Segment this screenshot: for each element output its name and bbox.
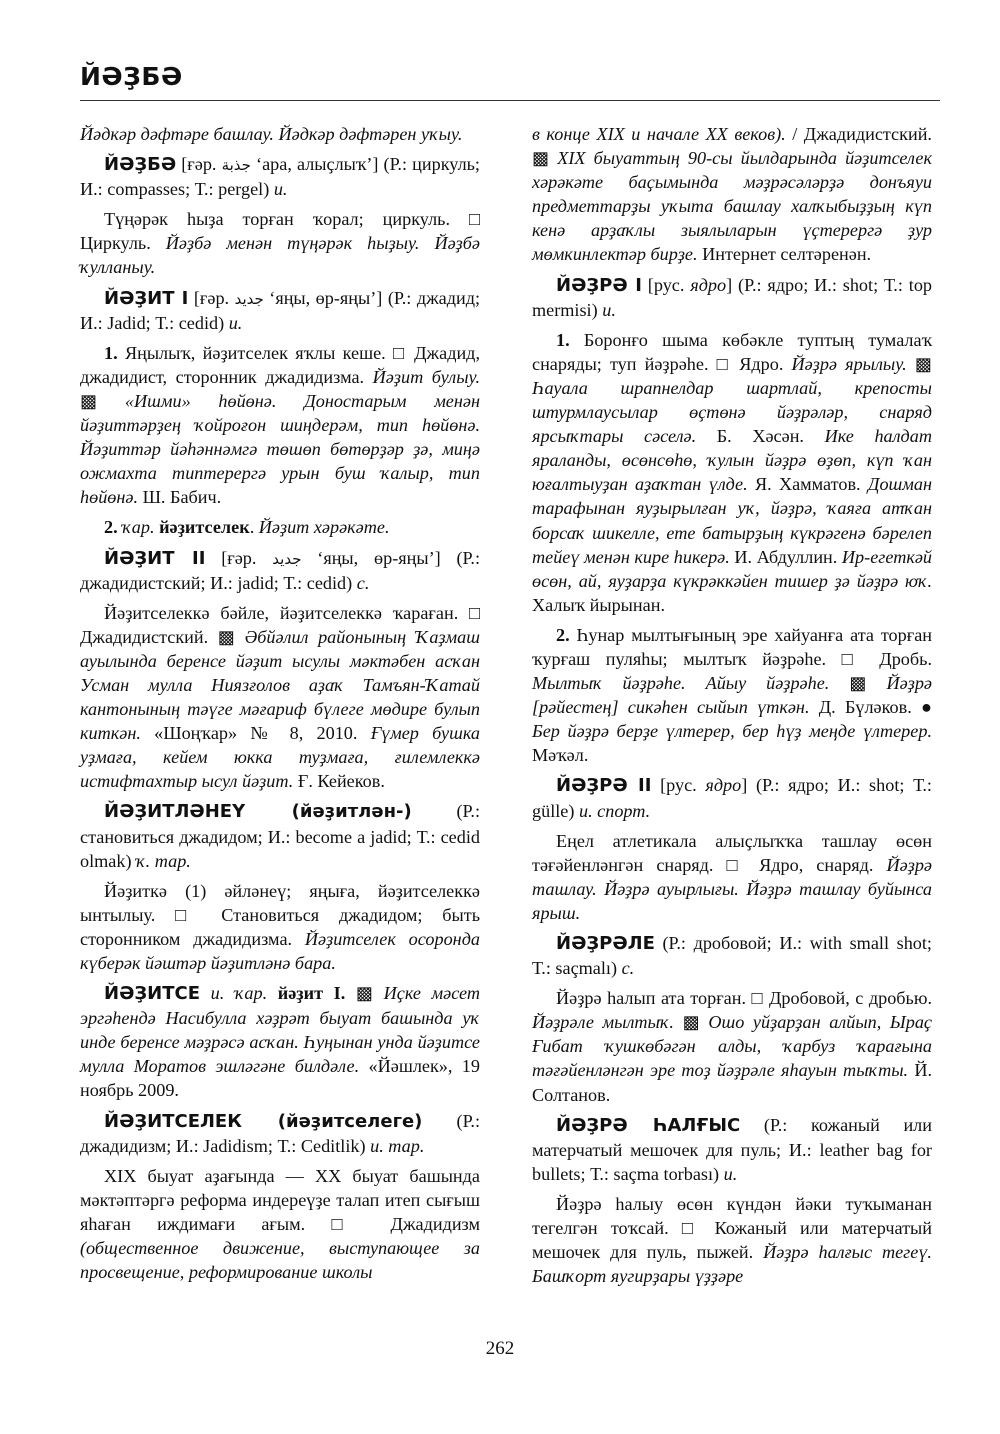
dictionary-entry: ЙӘҘБӘ [ғәр. جذبة ‘ара, алыҫлыҡ’] (Р.: циркуль; И.: compasses; Т.: pergel) и.: [80, 154, 480, 200]
dictionary-entry: ЙӘҘИТСЕ и. ҡар. йәҙит I. ▩ Иҫке мәсет эргәһендә Насибулла хәҙрәт быуат башында уҡ инде беренсе мәҙрәсә асҡан. Һуңынан унда йәҙитсе мулла Моратов эшләгәне билдәле. «Йәшлек», 19 ноябрь 2009.: [80, 983, 481, 1101]
dictionary-entry: ЙӘҘИТ II [ғәр. جديد ‘яңы, өр-яңы’] (Р.: джадидистский; И.: jadid; Т.: cedid) с.: [80, 547, 480, 593]
page-header: [80, 60, 940, 101]
dictionary-entry: ЙӘҘИТСЕЛЕК (йәҙитселеге) (Р.: джадидизм; И.: Jadidism; Т.: Ceditlik) и. тар.: [80, 1110, 481, 1156]
headword: ЙӘҘИТСЕЛЕК (йәҙитселеге): [104, 1110, 423, 1132]
dictionary-entry: ЙӘҘРӘ II [рус. ядро] (Р.: ядро; И.: shot; Т.: gülle) и. спорт.: [532, 775, 932, 821]
left-column: [80, 122, 480, 1290]
arabic-etymon: جديد: [272, 549, 302, 568]
headword: ЙӘҘИТСЕ: [104, 983, 200, 1005]
page-number: 262: [485, 1338, 515, 1359]
headword: ЙӘҘБӘ: [104, 154, 177, 176]
arabic-etymon: جديد: [234, 289, 264, 308]
definition: Йәҙиткә (1) әйләнеү; яңыға, йәҙитселеккә ынтылыу. □ Становиться джадидом; быть сторонником джадидизма. Йәҙитселек осоронда күберәк йәштәр йәҙитләнә бара.: [80, 880, 480, 973]
entry-continuation: Йәдкәр дәфтәре башлау. Йәдкәр дәфтәрен уҡыу.: [80, 124, 463, 144]
headword: ЙӘҘИТ I: [104, 287, 189, 309]
headword: ЙӘҘРӘ I: [556, 274, 642, 296]
dictionary-entry: ЙӘҘРӘ I [рус. ядро] (Р.: ядро; И.: shot; Т.: top mermisi) и.: [532, 274, 933, 320]
entry-continuation: в конце XIX и начале XX веков). / Джадидистский. ▩ XIX быуаттың 90-сы йылдарында йәҙитселек хәрәкәте баҫымында мәҙрәсәләрҙә донъяуи предметтарҙы уҡыта башлау халҡыбыҙҙың күп кенә арҙаҡлы зыялыларын үҫтерергә ҙур мөмкинлектәр бирҙе. Интернет селтәренән.: [532, 124, 932, 265]
dictionary-entry: ЙӘҘРӘЛЕ (Р.: дробовой; И.: with small shot; Т.: saçmalı) с.: [532, 933, 932, 979]
dictionary-entry: ЙӘҘИТ I [ғәр. جديد ‘яңы, өр-яңы’] (Р.: джадид; И.: Jadid; Т.: cedid) и.: [80, 287, 481, 333]
running-head: ЙӘҘБӘ: [80, 62, 183, 91]
headword: ЙӘҘИТЛӘНЕҮ (йәҙитлән-): [104, 801, 412, 823]
headword: ЙӘҘРӘЛЕ: [556, 933, 655, 954]
definition: 1. Яңылыҡ, йәҙитселек яҡлы кеше. □ Джадид, джадидист, сторонник джадидизма. Йәҙит булыу. ▩ «Ишми» һөйөнә. Доностарым менән йәҙиттәрҙең ҡойроғон шиңдерәм, тип һөйөнә. Йәҙиттәр йәһәннәмгә төшөп бөтөрҙәр ҙә, миңә ожмахта типтерергә урын буш ҡалыр, тип һөйөнә. Ш. Бабич.: [80, 342, 481, 508]
right-column: [532, 122, 932, 1294]
headword: ЙӘҘИТ II: [104, 547, 206, 569]
definition: Йәҙитселеккә бәйле, йәҙитселеккә ҡараған. □ Джадидистский. ▩ Әбйәлил районының Ҡаҙмаш ауылында беренсе йәҙит ысулы мәктәбен асҡан Усман мулла Ниязғолов аҙаҡ Тамъян-Ҡатай кантонының тәүге мәғариф бүлеге мөдире булып киткән. «Шоңҡар» № 8, 2010. Ғүмер бушка уҙмаға, кейем юкка туҙмаға, ғилемлеккә истифтахтыр ысул йәҙит. Ғ. Кейеков.: [80, 602, 481, 792]
definition: Йәҙрә һалып ата торған. □ Дробовой, с дробью. Йәҙрәле мылтыҡ. ▩ Ошо уйҙарҙан алйып, Ыраҫ Ғибат ҡушкөбәгән алды, ҡарбуз ҡарағына тәғәйенләнгән эре тоҙ йәҙрәле яһауын тыҡты. Й. Солтанов.: [532, 988, 933, 1105]
headword: ЙӘҘРӘ ҺАЛҒЫС: [556, 1114, 741, 1136]
headword: ЙӘҘРӘ II: [556, 775, 652, 797]
definition: 2. Һунар мылтығының эре хайуанға ата торған ҡурғаш пуляһы; мылтыҡ йәҙрәһе. □ Дробь. Мылтыҡ йәҙрәһе. Айыу йәҙрәһе. ▩ Йәҙрә [рәйестең] сикәһен сыйып үткән. Д. Бүләков. ● Бер йәҙрә берҙе үлтерер, бер һүҙ меңде үлтерер. Мәҡәл.: [532, 624, 932, 766]
dictionary-entry: ЙӘҘРӘ ҺАЛҒЫС (Р.: кожаный или матерчатый мешочек для пуль; И.: leather bag for bullets; Т.: saçma torbası) и.: [532, 1114, 932, 1184]
definition: Еңел атлетикала алыҫлыҡҡа ташлау өсөн тәғәйенләнгән снаряд. □ Ядро, снаряд. Йәҙрә ташлау. Йәҙрә ауырлығы. Йәҙрә ташлау буйынса ярыш.: [532, 830, 932, 923]
definition: Йәҙрә һалыу өсөн күндән йәки туҡыманан тегелгән тоҡсай. □ Кожаный или матерчатый мешочек для пуль, пыжей. Йәҙрә һалғыс тегеү. Башҡорт яугирҙары үҙҙәре: [532, 1193, 932, 1287]
definition: XIX быуат аҙағында — XX быуат башында мәктәптәргә реформа индереүҙе талап итеп сығыш яһаған иждимағи ағым. □ Джадидизм (общественное движение, выступающее за просвещение, реформирование школы: [80, 1165, 480, 1283]
definition: 2. ҡар. йәҙитселек. Йәҙит хәрәкәте.: [104, 517, 390, 538]
arabic-etymon: جذبة: [221, 156, 251, 175]
definition: 1. Боронғо шыма көбәкле туптың тумалаҡ снаряды; туп йәҙрәһе. □ Ядро. Йәҙрә ярылыу. ▩ Һауала шрапнелдар шартлай, крепосты штурмлаусылар өҫтөнә йәҙрәләр, снаряд ярсыҡтары сәселә. Б. Хәсән. Ике һалдат яраланды, өсөнсөһө, ҡулын йәҙрә өҙөп, күп ҡан юғалтыуҙан аҙаҡтан үлде. Я. Хамматов. Дошман тарафынан яуҙырылған уҡ, йәҙрә, ҡаяға атҡан борсаҡ шикелле, ете батырҙың күкрәгенә бәрелеп тейеү менән кире һикерә. И. Абдуллин. Ир-егеткәй өсөн, ай, яуҙарҙа күкрәккәйен тишер ҙә йәҙрә юҡ. Халыҡ йырынан.: [532, 329, 933, 615]
dictionary-entry: ЙӘҘИТЛӘНЕҮ (йәҙитлән-) (Р.: становиться джадидом; И.: become a jadid; Т.: cedid olmak) ҡ. тар.: [80, 801, 480, 871]
definition: Түңәрәк һыҙа торған ҡорал; циркуль. □ Циркуль. Йәҙбә менән түңәрәк һыҙыу. Йәҙбә ҡулланыу.: [80, 209, 480, 278]
